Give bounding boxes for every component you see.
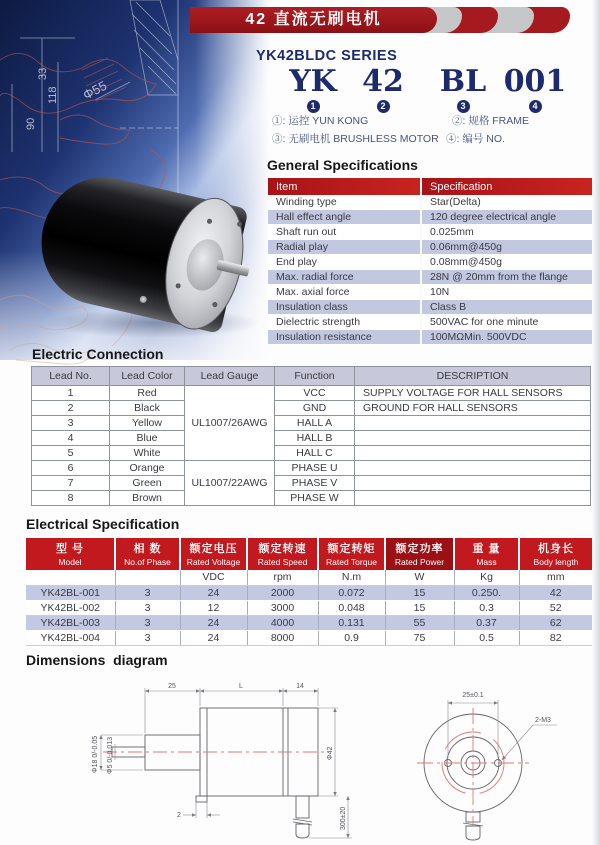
page-banner [190,7,437,33]
table-cell: 82 [519,630,592,645]
table-cell: 0.5 [454,630,519,645]
table-cell: 3 [115,615,180,630]
table-cell [355,491,591,506]
table-header-row [32,367,591,386]
dim-label: L [239,683,243,690]
table-cell: HALL A [275,416,355,431]
table-cell: GROUND FOR HALL SENSORS [355,401,591,416]
dim-label: Φ18 0/-0.05 [92,735,99,773]
table-cell: 0.025mm [421,225,592,240]
table-cell: Black [110,401,185,416]
table-cell: 52 [519,600,592,615]
table-cell: 120 degree electrical angle [421,210,592,225]
table-row [32,386,591,401]
table-cell: 3 [115,600,180,615]
table-cell: VDC [180,570,247,585]
table-cell: rpm [247,570,318,585]
table-cell: 0.3 [454,600,519,615]
table-cell: Shaft run out [268,225,421,240]
table-cell: YK42BL-003 [26,615,115,630]
legend-item: ①: 运控 YUN KONG [272,115,369,127]
blueprint-dim: 118 [47,86,59,104]
section-heading-electric-connection: Electric Connection [32,346,164,362]
table-row [32,476,591,491]
table-cell: 28N @ 20mm from the flange [421,270,592,285]
column-header: Lead No. [32,367,110,386]
table-cell: 24 [180,585,247,600]
table-cell: 0.072 [318,585,385,600]
dimensions-diagram [55,678,600,845]
table-cell: PHASE V [275,476,355,491]
column-header: 相 数 No.of Phase [115,538,180,570]
dim-label: 2-M3 [535,717,551,724]
column-header: 额定电压 Rated Voltage [180,538,247,570]
table-cell [355,446,591,461]
table-cell: 4 [32,431,110,446]
code-number-badge: 2 [377,100,390,113]
table-cell: UL1007/22AWG [185,461,275,506]
table-row [268,195,592,210]
table-row [32,416,591,431]
table-cell: 42 [519,585,592,600]
table-cell: 0.37 [454,615,519,630]
column-header: 额定转速 Rated Speed [247,538,318,570]
column-header: 型 号 Model [26,538,115,570]
dim-label: 25±0.1 [462,692,484,699]
motor-photo [28,180,268,348]
table-header-row [268,178,592,195]
blueprint-dim: 33 [37,67,49,80]
table-cell: Class B [421,300,592,315]
front-view-centerlines [417,708,529,826]
table-cell: Max. axial force [268,285,421,300]
general-specifications-table [268,178,592,344]
table-row [268,285,592,300]
banner-title: 42 直流无刷电机 [245,11,382,28]
table-cell: VCC [275,386,355,401]
dim-label: Φ5 0/-0.013 [107,736,114,774]
column-header: 额定转矩 Rated Torque [318,538,385,570]
table-cell [355,476,591,491]
table-cell: 0.06mm@450g [421,240,592,255]
table-row [26,630,592,645]
table-cell: 0.9 [318,630,385,645]
blueprint-dim: 90 [25,117,37,130]
table-cell: Max. radial force [268,270,421,285]
table-row [26,585,592,600]
table-row [268,225,592,240]
code-number-badge: 1 [307,100,320,113]
table-row [26,600,592,615]
table-row [268,240,592,255]
code-part: 001 4 [503,64,567,111]
table-cell: Insulation class [268,300,421,315]
table-row [26,615,592,630]
table-cell: SUPPLY VOLTAGE FOR HALL SENSORS [355,386,591,401]
table-cell: 2000 [247,585,318,600]
table-cell: mm [519,570,592,585]
table-cell: 1 [32,386,110,401]
side-view-outline [112,708,318,838]
table-header-row [26,538,592,570]
table-cell: 15 [385,585,454,600]
table-cell: Orange [110,461,185,476]
table-cell: 3000 [247,600,318,615]
table-cell: 7 [32,476,110,491]
table-cell: HALL B [275,431,355,446]
table-row [32,446,591,461]
table-cell: Brown [110,491,185,506]
table-cell: Dielectric strength [268,315,421,330]
table-cell: GND [275,401,355,416]
table-cell: Star(Delta) [421,195,592,210]
legend-item: ②: 规格 FRAME [452,115,530,127]
table-row [268,315,592,330]
table-cell: 62 [519,615,592,630]
column-header: 重 量 Mass [454,538,519,570]
table-cell: 24 [180,630,247,645]
dim-label: 300±20 [340,806,347,830]
table-cell: 500VAC for one minute [421,315,592,330]
table-cell: YK42BL-004 [26,630,115,645]
table-cell: Winding type [268,195,421,210]
table-cell: 8000 [247,630,318,645]
column-header: Specification [421,178,592,195]
legend-item: ④: 编号 NO. [446,133,505,145]
table-cell [355,461,591,476]
table-cell: UL1007/26AWG [185,386,275,461]
column-header: DESCRIPTION [355,367,591,386]
table-cell [355,431,591,446]
table-cell: 0.048 [318,600,385,615]
table-row [268,255,592,270]
table-cell: 8 [32,491,110,506]
column-header: Item [268,178,421,195]
table-cell: 5 [32,446,110,461]
dim-label: 14 [296,683,304,690]
table-cell: Yellow [110,416,185,431]
table-cell [355,416,591,431]
table-row [268,330,592,345]
table-cell: Radial play [268,240,421,255]
table-row [268,210,592,225]
table-row [32,491,591,506]
table-cell: 75 [385,630,454,645]
table-cell [115,570,180,585]
table-cell: Kg [454,570,519,585]
column-header: 额定功率 Rated Power [385,538,454,570]
table-cell: PHASE U [275,461,355,476]
table-cell: 2 [32,401,110,416]
table-row [26,570,592,585]
table-row [32,401,591,416]
dim-label: 25 [168,683,176,690]
table-row [268,270,592,285]
electric-connection-table [31,366,591,506]
table-cell: 3 [115,585,180,600]
code-number-badge: 4 [529,100,542,113]
column-header: Lead Gauge [185,367,275,386]
table-cell: N.m [318,570,385,585]
table-cell: HALL C [275,446,355,461]
dim-label: Φ42 [327,746,334,760]
table-cell: Green [110,476,185,491]
code-part: YK 1 [289,64,337,111]
table-cell: YK42BL-001 [26,585,115,600]
table-cell: Insulation resistance [268,330,421,345]
table-row [32,431,591,446]
table-cell: 12 [180,600,247,615]
table-cell: PHASE W [275,491,355,506]
table-cell: 0.250. [454,585,519,600]
table-cell: Blue [110,431,185,446]
table-row [268,300,592,315]
table-cell: 3 [115,630,180,645]
table-cell: 3 [32,416,110,431]
section-heading-electrical-specification: Electrical Specification [26,516,180,532]
table-cell: Red [110,386,185,401]
table-cell: 6 [32,461,110,476]
table-cell: 4000 [247,615,318,630]
section-heading-general-specifications: General Specifications [267,157,418,173]
code-part: BL 3 [439,64,487,111]
dim-label: 2 [177,812,181,819]
table-cell: Hall effect angle [268,210,421,225]
table-cell: YK42BL-002 [26,600,115,615]
table-row [32,461,591,476]
code-part: 42 2 [362,64,404,111]
column-header: 机身长 Body length [519,538,592,570]
table-cell: 10N [421,285,592,300]
column-header: Lead Color [110,367,185,386]
side-view-dims [101,688,352,838]
legend-item: ③: 无刷电机 BRUSHLESS MOTOR [272,133,439,145]
table-cell: White [110,446,185,461]
table-cell: End play [268,255,421,270]
table-cell: 55 [385,615,454,630]
table-cell: 0.131 [318,615,385,630]
table-cell [26,570,115,585]
table-cell: 100MΩMin. 500VDC [421,330,592,345]
table-cell: 15 [385,600,454,615]
electrical-specification-table [26,538,592,646]
table-cell: 0.08mm@450g [421,255,592,270]
front-view-dims [448,700,557,760]
table-cell: W [385,570,454,585]
page-edge-shading [592,0,600,845]
table-cell: 24 [180,615,247,630]
blueprint-dim: Φ55 [80,77,110,103]
column-header: Function [275,367,355,386]
code-number-badge: 3 [457,100,470,113]
section-heading-dimensions: Dimensions diagram [26,652,168,668]
series-title: YK42BLDC SERIES [256,48,398,64]
